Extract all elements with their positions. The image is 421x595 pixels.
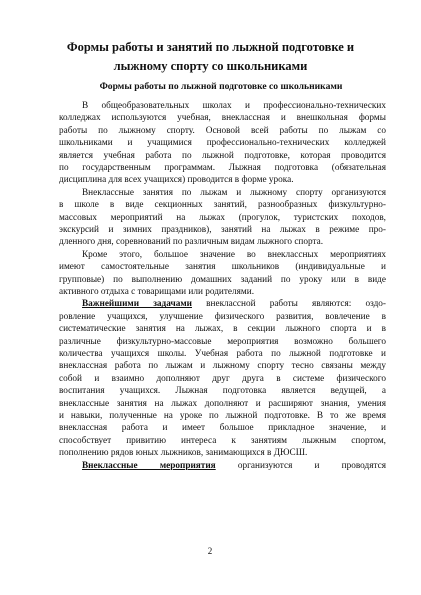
text-line: систематические занятия на лыжах, в секции лыжного спорта и в: [59, 324, 386, 335]
text-line: воспитания учащихся. Лыжная подготовка является ведущей, а: [59, 386, 386, 397]
section-subtitle: Формы работы по лыжной подготовке со школьниками: [99, 81, 343, 92]
text-line: колледжах используются учебная, внеклассная и внешкольная формы: [59, 113, 386, 124]
text-line: школьниками и учащимися профессионально-технических колледжей: [59, 138, 386, 149]
text-fragment: внеклассной работы являются: оздо-: [191, 299, 386, 310]
text-line: Кроме этого, большое значение во внеклассных мероприятиях: [82, 249, 386, 260]
document-title: [30, 38, 391, 76]
text-line: способствует привитию интереса к занятиям лыжным спортом,: [59, 435, 386, 446]
text-line: имеют самостоятельные занятия школьников (индивидуальные и: [59, 262, 386, 273]
document-title-line-1: Формы работы и занятий по лыжной подготовке и: [66, 40, 355, 54]
text-line: внеклассные занятия на лыжах дополняют и расширяют знания, умения: [59, 398, 386, 409]
text-line: пополнению рядов юных лыжников, занимающихся в ДЮСШ.: [59, 448, 308, 459]
text-line: активного отдыха с товарищами или родителями.: [59, 287, 255, 297]
text-line: дисциплина для всех учащихся) проводится в форме урока.: [59, 175, 294, 186]
text-line: внеклассная работа и имеет большое прикладное значение, и: [59, 423, 386, 434]
text-line: в школе в виде секционных занятий, разнообразных физкультурно-: [59, 200, 386, 211]
text-line: В общеобразовательных школах и профессионально-технических: [82, 101, 386, 111]
text-line: количества учащихся школы. Учебная работа по лыжной подготовке и: [59, 349, 386, 359]
text-line: собой и взаимно дополняют друг друга в системе физического: [59, 373, 386, 384]
text-line: массовых мероприятий на лыжах (прогулок, туристских походов,: [59, 212, 386, 223]
text-line: работы по лыжному спорту. Основой всей работы по лыжам со: [59, 125, 386, 136]
text-line-with-emphasis: [82, 298, 386, 310]
text-line: является учебная работа по лыжной подготовке, которая проводится: [59, 150, 386, 161]
emphasized-term: Важнейшими задачами: [82, 299, 192, 310]
text-line: групповые) по выполнению домашних заданий по уроку или в виде: [59, 274, 386, 285]
text-line-with-emphasis: [82, 460, 386, 472]
text-line: ровление учащихся, улучшение физического развития, вовлечение в: [59, 311, 386, 322]
text-line: по государственным программам. Лыжная подготовка (обязательная: [59, 163, 386, 173]
page-number: 2: [207, 546, 213, 556]
text-line: дленного дня, соревнований по различным видам лыжного спорта.: [59, 237, 324, 248]
text-line: и навыки, полученные на уроке по лыжной подготовке. В то же время: [59, 411, 386, 421]
text-line: внеклассная работа по лыжам и лыжному спорту тесно связаны между: [59, 361, 386, 372]
document-title-line-2: лыжному спорту со школьниками: [113, 59, 308, 73]
emphasized-term: Внеклассные мероприятия: [82, 460, 216, 471]
text-line: экскурсий и зимних праздников), занятий на лыжах в режиме про-: [59, 225, 386, 235]
text-fragment: организуются и проводятся: [215, 460, 386, 471]
text-line: Внеклассные занятия по лыжам и лыжному спорту организуются: [82, 187, 386, 198]
text-line: различные физкультурно-массовые мероприятия возможно большего: [59, 336, 386, 347]
